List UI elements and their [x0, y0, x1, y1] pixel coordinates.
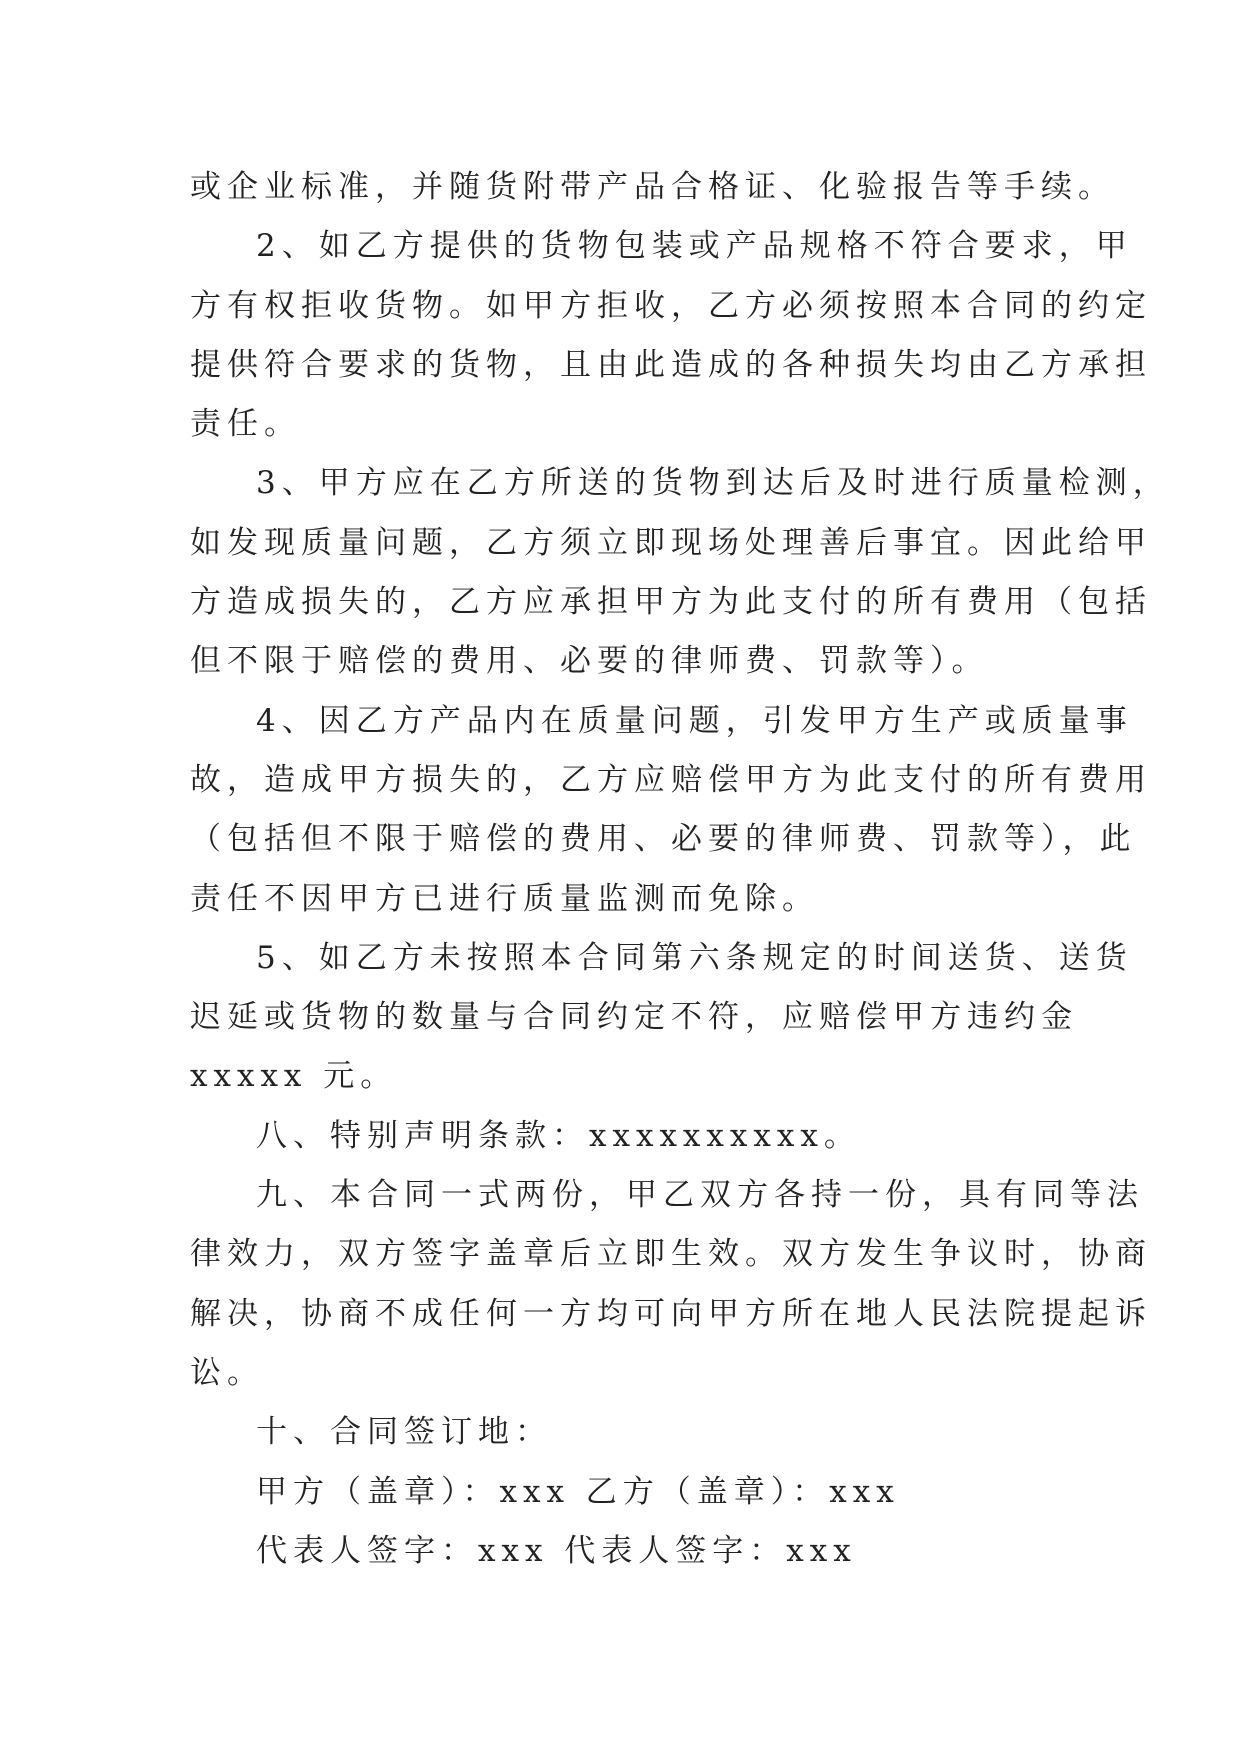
clause-10: 十、合同签订地：: [256, 1414, 552, 1451]
clause-7-5-line: 5、如乙方未按照本合同第六条规定的时间送货、送货: [256, 939, 1133, 976]
clause-8: 八、特别声明条款：xxxxxxxxxx。: [256, 1117, 861, 1154]
clause-7-5-line: 迟延或货物的数量与合同约定不符，应赔偿甲方违约金: [190, 999, 1078, 1036]
clause-7-2-line: 2、如乙方提供的货物包装或产品规格不符合要求，甲: [256, 228, 1133, 265]
clause-7-2-line: 方有权拒收货物。如甲方拒收，乙方必须按照本合同的约定: [190, 287, 1152, 324]
clause-7-2-line: 提供符合要求的货物，且由此造成的各种损失均由乙方承担: [190, 346, 1152, 383]
clause-7-3-line: 但不限于赔偿的费用、必要的律师费、罚款等）。: [190, 643, 989, 680]
clause-7-5-line: xxxxx 元。: [190, 1058, 398, 1095]
document-body: [190, 158, 1170, 1581]
clause-9-line: 律效力，双方签字盖章后立即生效。双方发生争议时，协商: [190, 1236, 1152, 1273]
clause-7-3-line: 3、甲方应在乙方所送的货物到达后及时进行质量检测，: [256, 465, 1170, 502]
clause-7-4: [190, 692, 1152, 929]
clause-9-line: 解决，协商不成任何一方均可向甲方所在地人民法院提起诉: [190, 1295, 1152, 1332]
clause-9-line: 讼。: [190, 1354, 264, 1391]
clause-7-2-line: 责任。: [190, 406, 301, 443]
clause-7-4-line: 故，造成甲方损失的，乙方应赔偿甲方为此支付的所有费用: [190, 761, 1152, 798]
clause-7-3-line: 方造成损失的，乙方应承担甲方为此支付的所有费用（包括: [190, 584, 1152, 621]
clause-7-4-line: 4、因乙方产品内在质量问题，引发甲方生产或质量事: [256, 702, 1133, 739]
clause-7-3-line: 如发现质量问题，乙方须立即现场处理善后事宜。因此给甲: [190, 524, 1152, 561]
seal-line: 甲方（盖章）：xxx 乙方（盖章）：xxx: [256, 1473, 900, 1510]
clause-9: [190, 1166, 1152, 1403]
clause-7-5: [190, 929, 1133, 1107]
clause-9-line: 九、本合同一式两份，甲乙双方各持一份，具有同等法: [256, 1177, 1144, 1214]
clause-7-3: [190, 454, 1170, 691]
clause-7-1-tail: 或企业标准，并随货附带产品合格证、化验报告等手续。: [190, 169, 1115, 205]
clause-7-4-line: （包括但不限于赔偿的费用、必要的律师费、罚款等），此: [190, 821, 1137, 858]
signature-line: 代表人签字：xxx 代表人签字：xxx: [256, 1532, 857, 1569]
clause-7-4-line: 责任不因甲方已进行质量监测而免除。: [190, 880, 819, 917]
clause-7-2: [190, 217, 1152, 454]
